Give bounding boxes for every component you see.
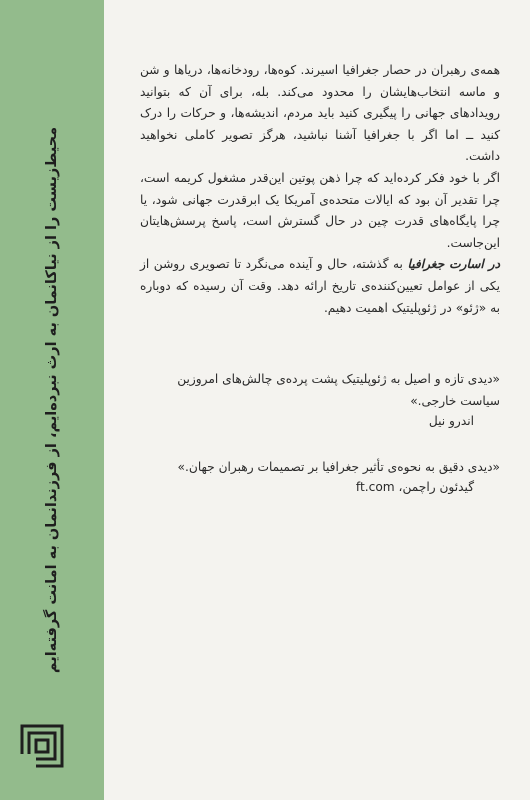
book-title-inline: در اسارت جغرافیا xyxy=(407,257,500,272)
review-author-2: گیدئون راچمن، ft.com xyxy=(355,480,474,494)
blurb-paragraph-3-text: به گذشته، حال و آینده می‌نگرد تا تصویری روشن از یکی از عوامل تعیین‌کننده‌ی تاریخ ارائه دهد. وقت آن رسیده که دوباره به «ژئو» در ژئوپلیتیک اهمیت دهیم. xyxy=(140,257,500,315)
spine-slogan: محیط‌زیست را از نیاکانمان به ارث نبرده‌ایم، از فرزندانمان به امانت گرفته‌ایم xyxy=(44,126,60,674)
review-author-1: اندرو نیل xyxy=(428,414,474,428)
review-quote-2: «دیدی دقیق به نحوه‌ی تأثیر جغرافیا بر تصمیمات رهبران جهان.» xyxy=(177,460,500,474)
review-quote-1: «دیدی تازه و اصیل به ژئوپلیتیک پشت پرده‌ی چالش‌های امروزین سیاست خارجی.» xyxy=(177,372,500,408)
blurb-paragraph-3 xyxy=(140,254,500,319)
blurb-paragraph-1: همه‌ی رهبران در حصار جغرافیا اسیرند. کوه‌ها، رودخانه‌ها، دریاها و شن و ماسه انتخاب‌هایشان را محدود می‌کند. بله، برای آن که بتوانید رویدادهای جهانی را پیگیری کنید باید مردم، اندیشه‌ها، و حرکات را درک کنید ــ اما اگر با جغرافیا آشنا نباشید، هرگز تصویر کاملی نخواهید داشت. xyxy=(140,63,500,164)
publisher-logo-icon xyxy=(20,724,64,768)
back-cover-spine-band xyxy=(0,0,104,800)
back-cover-blurb xyxy=(140,60,500,319)
blurb-paragraph-2: اگر با خود فکر کرده‌اید که چرا ذهن پوتین این‌قدر مشغول کریمه است، چرا تقدیر آن بود که ایالات متحده‌ی آمریکا یک ابرقدرت جهانی شود، یا چرا پایگاه‌های قدرت چین در حال گسترش است، پاسخ پرسش‌هایتان این‌جاست. xyxy=(140,170,500,250)
